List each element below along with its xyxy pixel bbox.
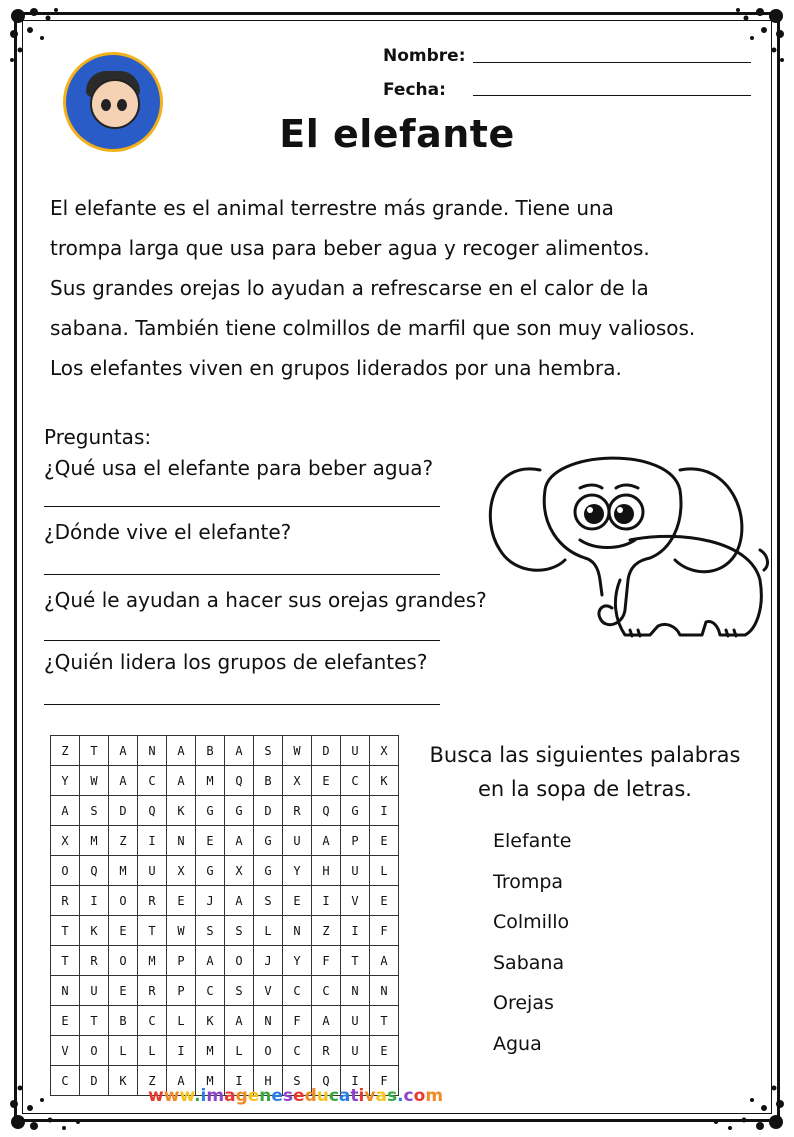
grid-cell: O	[254, 1036, 283, 1066]
grid-cell: F	[370, 1066, 399, 1096]
grid-cell: K	[80, 916, 109, 946]
grid-cell: N	[167, 826, 196, 856]
grid-cell: V	[254, 976, 283, 1006]
grid-cell: O	[109, 946, 138, 976]
grid-cell: N	[51, 976, 80, 1006]
grid-cell: A	[312, 826, 341, 856]
grid-cell: G	[225, 796, 254, 826]
grid-cell: A	[167, 766, 196, 796]
grid-cell: U	[283, 826, 312, 856]
grid-cell: G	[254, 826, 283, 856]
question-4: ¿Quién lidera los grupos de elefantes?	[44, 650, 428, 674]
grid-cell: T	[80, 736, 109, 766]
grid-cell: H	[254, 1066, 283, 1096]
grid-cell: C	[341, 766, 370, 796]
grid-cell: G	[254, 856, 283, 886]
grid-cell: S	[196, 916, 225, 946]
word-item: Trompa	[493, 871, 564, 893]
grid-cell: V	[51, 1036, 80, 1066]
reading-passage	[50, 188, 750, 388]
word-search-grid	[50, 735, 399, 1096]
grid-cell: W	[167, 916, 196, 946]
grid-cell: I	[341, 916, 370, 946]
word-item: Elefante	[493, 830, 572, 852]
grid-cell: E	[109, 916, 138, 946]
grid-cell: N	[370, 976, 399, 1006]
grid-cell: A	[370, 946, 399, 976]
grid-cell: Y	[283, 856, 312, 886]
grid-cell: E	[370, 1036, 399, 1066]
grid-cell: S	[283, 1066, 312, 1096]
grid-row	[51, 1006, 399, 1036]
instructions-line: Busca las siguientes palabras	[429, 743, 741, 767]
grid-cell: Q	[312, 796, 341, 826]
grid-cell: Q	[138, 796, 167, 826]
word-item: Colmillo	[493, 911, 570, 933]
grid-cell: P	[341, 826, 370, 856]
grid-row	[51, 946, 399, 976]
grid-cell: C	[283, 976, 312, 1006]
grid-cell: R	[312, 1036, 341, 1066]
grid-cell: R	[138, 976, 167, 1006]
grid-cell: Q	[80, 856, 109, 886]
grid-cell: N	[283, 916, 312, 946]
grid-cell: I	[370, 796, 399, 826]
grid-cell: O	[51, 856, 80, 886]
grid-cell: N	[341, 976, 370, 1006]
grid-row	[51, 766, 399, 796]
grid-cell: O	[109, 886, 138, 916]
grid-cell: Y	[51, 766, 80, 796]
answer-line-4	[44, 704, 440, 705]
question-2: ¿Dónde vive el elefante?	[44, 520, 292, 544]
grid-cell: B	[254, 766, 283, 796]
grid-cell: A	[196, 946, 225, 976]
grid-cell: L	[109, 1036, 138, 1066]
grid-cell: C	[138, 766, 167, 796]
grid-cell: I	[225, 1066, 254, 1096]
grid-cell: D	[109, 796, 138, 826]
grid-cell: Q	[225, 766, 254, 796]
grid-cell: L	[138, 1036, 167, 1066]
grid-cell: Z	[312, 916, 341, 946]
nombre-line	[473, 62, 751, 63]
grid-row	[51, 916, 399, 946]
question-3: ¿Qué le ayudan a hacer sus orejas grandes?	[44, 588, 487, 612]
grid-cell: S	[225, 916, 254, 946]
grid-cell: L	[225, 1036, 254, 1066]
grid-cell: U	[138, 856, 167, 886]
grid-cell: C	[283, 1036, 312, 1066]
nombre-label: Nombre:	[383, 46, 466, 66]
grid-cell: S	[254, 736, 283, 766]
grid-cell: U	[341, 1036, 370, 1066]
passage-line: trompa larga que usa para beber agua y recoger alimentos.	[50, 236, 650, 260]
grid-cell: X	[167, 856, 196, 886]
grid-cell: Z	[51, 736, 80, 766]
grid-cell: E	[370, 826, 399, 856]
grid-row	[51, 796, 399, 826]
questions-heading: Preguntas:	[44, 425, 152, 449]
grid-cell: R	[283, 796, 312, 826]
grid-cell: S	[80, 796, 109, 826]
instructions-line: en la sopa de letras.	[478, 777, 692, 801]
grid-cell: L	[370, 856, 399, 886]
grid-cell: C	[196, 976, 225, 1006]
answer-line-1	[44, 506, 440, 507]
grid-cell: M	[80, 826, 109, 856]
grid-row	[51, 826, 399, 856]
grid-cell: A	[225, 736, 254, 766]
page-title: El elefante	[279, 112, 515, 156]
grid-cell: B	[109, 1006, 138, 1036]
grid-cell: T	[138, 916, 167, 946]
grid-cell: U	[341, 736, 370, 766]
passage-line: sabana. También tiene colmillos de marfil que son muy valiosos.	[50, 316, 696, 340]
grid-cell: J	[254, 946, 283, 976]
word-item: Orejas	[493, 992, 554, 1014]
grid-cell: U	[341, 1006, 370, 1036]
grid-cell: S	[254, 886, 283, 916]
grid-cell: K	[109, 1066, 138, 1096]
grid-cell: P	[167, 946, 196, 976]
grid-cell: T	[51, 946, 80, 976]
grid-cell: E	[283, 886, 312, 916]
grid-cell: A	[225, 1006, 254, 1036]
answer-line-2	[44, 574, 440, 575]
grid-cell: C	[312, 976, 341, 1006]
grid-cell: M	[109, 856, 138, 886]
footer-url: www.imageneseducativas.com	[148, 1086, 444, 1106]
grid-cell: A	[167, 736, 196, 766]
grid-cell: P	[167, 976, 196, 1006]
fecha-line	[473, 95, 751, 96]
grid-cell: Z	[138, 1066, 167, 1096]
grid-cell: A	[225, 886, 254, 916]
corner-decoration-top-left	[4, 2, 74, 72]
grid-cell: L	[167, 1006, 196, 1036]
corner-decoration-bottom-right	[704, 1066, 790, 1136]
grid-cell: O	[225, 946, 254, 976]
grid-cell: N	[138, 736, 167, 766]
answer-line-3	[44, 640, 440, 641]
grid-cell: K	[167, 796, 196, 826]
grid-cell: A	[225, 826, 254, 856]
grid-cell: A	[109, 766, 138, 796]
grid-row	[51, 856, 399, 886]
fecha-label: Fecha:	[383, 80, 446, 100]
grid-cell: C	[138, 1006, 167, 1036]
grid-cell: Q	[312, 1066, 341, 1096]
grid-cell: I	[80, 886, 109, 916]
grid-cell: M	[196, 766, 225, 796]
passage-line: Los elefantes viven en grupos liderados por una hembra.	[50, 356, 622, 380]
grid-cell: Y	[283, 946, 312, 976]
grid-cell: E	[312, 766, 341, 796]
grid-cell: T	[51, 916, 80, 946]
grid-cell: D	[80, 1066, 109, 1096]
grid-row	[51, 1036, 399, 1066]
grid-cell: Z	[109, 826, 138, 856]
grid-cell: G	[196, 856, 225, 886]
grid-cell: J	[196, 886, 225, 916]
grid-cell: S	[225, 976, 254, 1006]
grid-cell: T	[80, 1006, 109, 1036]
grid-cell: X	[283, 766, 312, 796]
word-item: Sabana	[493, 952, 565, 974]
grid-cell: E	[167, 886, 196, 916]
grid-cell: T	[370, 1006, 399, 1036]
grid-cell: B	[196, 736, 225, 766]
grid-cell: R	[80, 946, 109, 976]
grid-cell: M	[196, 1036, 225, 1066]
grid-row	[51, 736, 399, 766]
passage-line: Sus grandes orejas lo ayudan a refrescarse en el calor de la	[50, 276, 649, 300]
grid-cell: U	[80, 976, 109, 1006]
grid-row	[51, 886, 399, 916]
grid-cell: X	[370, 736, 399, 766]
grid-cell: V	[341, 886, 370, 916]
grid-cell: W	[283, 736, 312, 766]
grid-cell: M	[196, 1066, 225, 1096]
grid-cell: L	[254, 916, 283, 946]
grid-cell: O	[80, 1036, 109, 1066]
grid-cell: R	[51, 886, 80, 916]
grid-cell: K	[196, 1006, 225, 1036]
grid-cell: K	[370, 766, 399, 796]
grid-cell: G	[196, 796, 225, 826]
grid-cell: E	[370, 886, 399, 916]
grid-cell: T	[341, 946, 370, 976]
grid-cell: D	[254, 796, 283, 826]
grid-cell: R	[138, 886, 167, 916]
grid-cell: E	[196, 826, 225, 856]
question-1: ¿Qué usa el elefante para beber agua?	[44, 456, 434, 480]
passage-line: El elefante es el animal terrestre más grande. Tiene una	[50, 196, 614, 220]
grid-cell: A	[312, 1006, 341, 1036]
grid-cell: I	[138, 826, 167, 856]
grid-cell: D	[312, 736, 341, 766]
grid-cell: A	[51, 796, 80, 826]
grid-cell: E	[109, 976, 138, 1006]
elephant-illustration	[480, 430, 770, 650]
grid-cell: F	[370, 916, 399, 946]
grid-cell: X	[51, 826, 80, 856]
grid-cell: U	[341, 856, 370, 886]
grid-cell: X	[225, 856, 254, 886]
grid-cell: F	[312, 946, 341, 976]
grid-cell: G	[341, 796, 370, 826]
grid-cell: A	[109, 736, 138, 766]
grid-row	[51, 976, 399, 1006]
word-search-instructions	[400, 738, 770, 806]
grid-cell: C	[51, 1066, 80, 1096]
grid-cell: A	[167, 1066, 196, 1096]
grid-cell: E	[51, 1006, 80, 1036]
grid-cell: H	[312, 856, 341, 886]
word-item: Agua	[493, 1033, 542, 1055]
grid-cell: W	[80, 766, 109, 796]
grid-cell: I	[341, 1066, 370, 1096]
grid-cell: I	[167, 1036, 196, 1066]
grid-cell: N	[254, 1006, 283, 1036]
grid-cell: F	[283, 1006, 312, 1036]
grid-cell: I	[312, 886, 341, 916]
grid-cell: M	[138, 946, 167, 976]
